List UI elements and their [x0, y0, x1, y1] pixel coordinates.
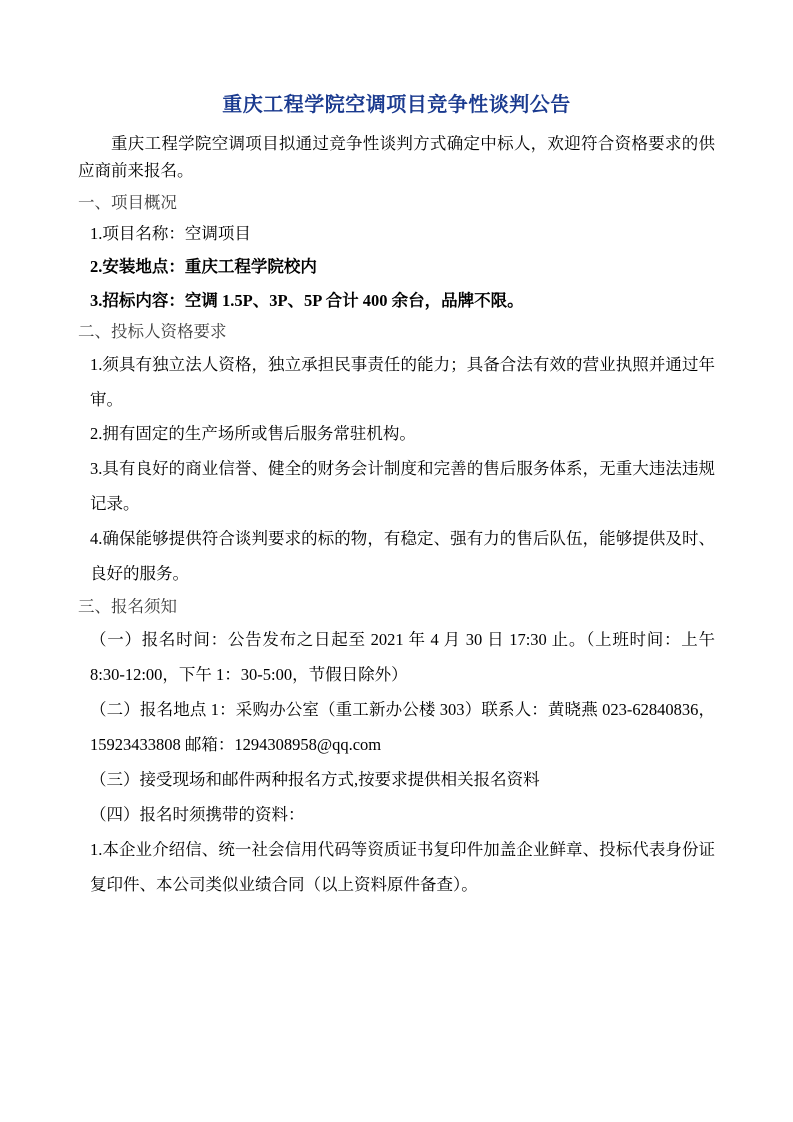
section-1-item-2: 2.安装地点：重庆工程学院校内 — [90, 257, 317, 277]
section-3-item-2: （二）报名地点 1：采购办公室（重工新办公楼 303）联系人：黄晓燕 023-62840836，15923433808 邮箱：1294308958@qq.com — [90, 699, 715, 754]
intro-paragraph: 重庆工程学院空调项目拟通过竞争性谈判方式确定中标人，欢迎符合资格要求的供应商前来报名。 — [78, 134, 715, 180]
section-2-item-2: 2.拥有固定的生产场所或售后服务常驻机构。 — [90, 424, 416, 444]
section-heading-2: 二、投标人资格要求 — [78, 322, 227, 342]
section-2-item-3: 3.具有良好的商业信誉、健全的财务会计制度和完善的售后服务体系，无重大违法违规记录。 — [90, 459, 715, 514]
section-3-item-3: （三）接受现场和邮件两种报名方式,按要求提供相关报名资料 — [90, 769, 540, 789]
page-title: 重庆工程学院空调项目竞争性谈判公告 — [222, 94, 571, 116]
section-3-item-1: （一）报名时间：公告发布之日起至 2021 年 4 月 30 日 17:30 止。（上班时间：上午 8:30-12:00，下午 1：30-5:00，节假日除外） — [90, 629, 715, 684]
section-1-item-3: 3.招标内容：空调 1.5P、3P、5P 合计 400 余台，品牌不限。 — [90, 290, 524, 310]
section-2-item-1: 1.须具有独立法人资格，独立承担民事责任的能力；具备合法有效的营业执照并通过年审。 — [90, 354, 715, 409]
section-3-item-5: 1.本企业介绍信、统一社会信用代码等资质证书复印件加盖企业鲜章、投标代表身份证复印件、本公司类似业绩合同（以上资料原件备查）。 — [90, 839, 715, 894]
section-heading-1: 一、项目概况 — [78, 193, 177, 213]
section-1-item-1: 1.项目名称：空调项目 — [90, 223, 251, 243]
section-3-item-4: （四）报名时须携带的资料： — [90, 804, 305, 824]
section-2-item-4: 4.确保能够提供符合谈判要求的标的物，有稳定、强有力的售后队伍，能够提供及时、良好的服务。 — [90, 529, 715, 584]
section-heading-3: 三、报名须知 — [78, 597, 177, 617]
